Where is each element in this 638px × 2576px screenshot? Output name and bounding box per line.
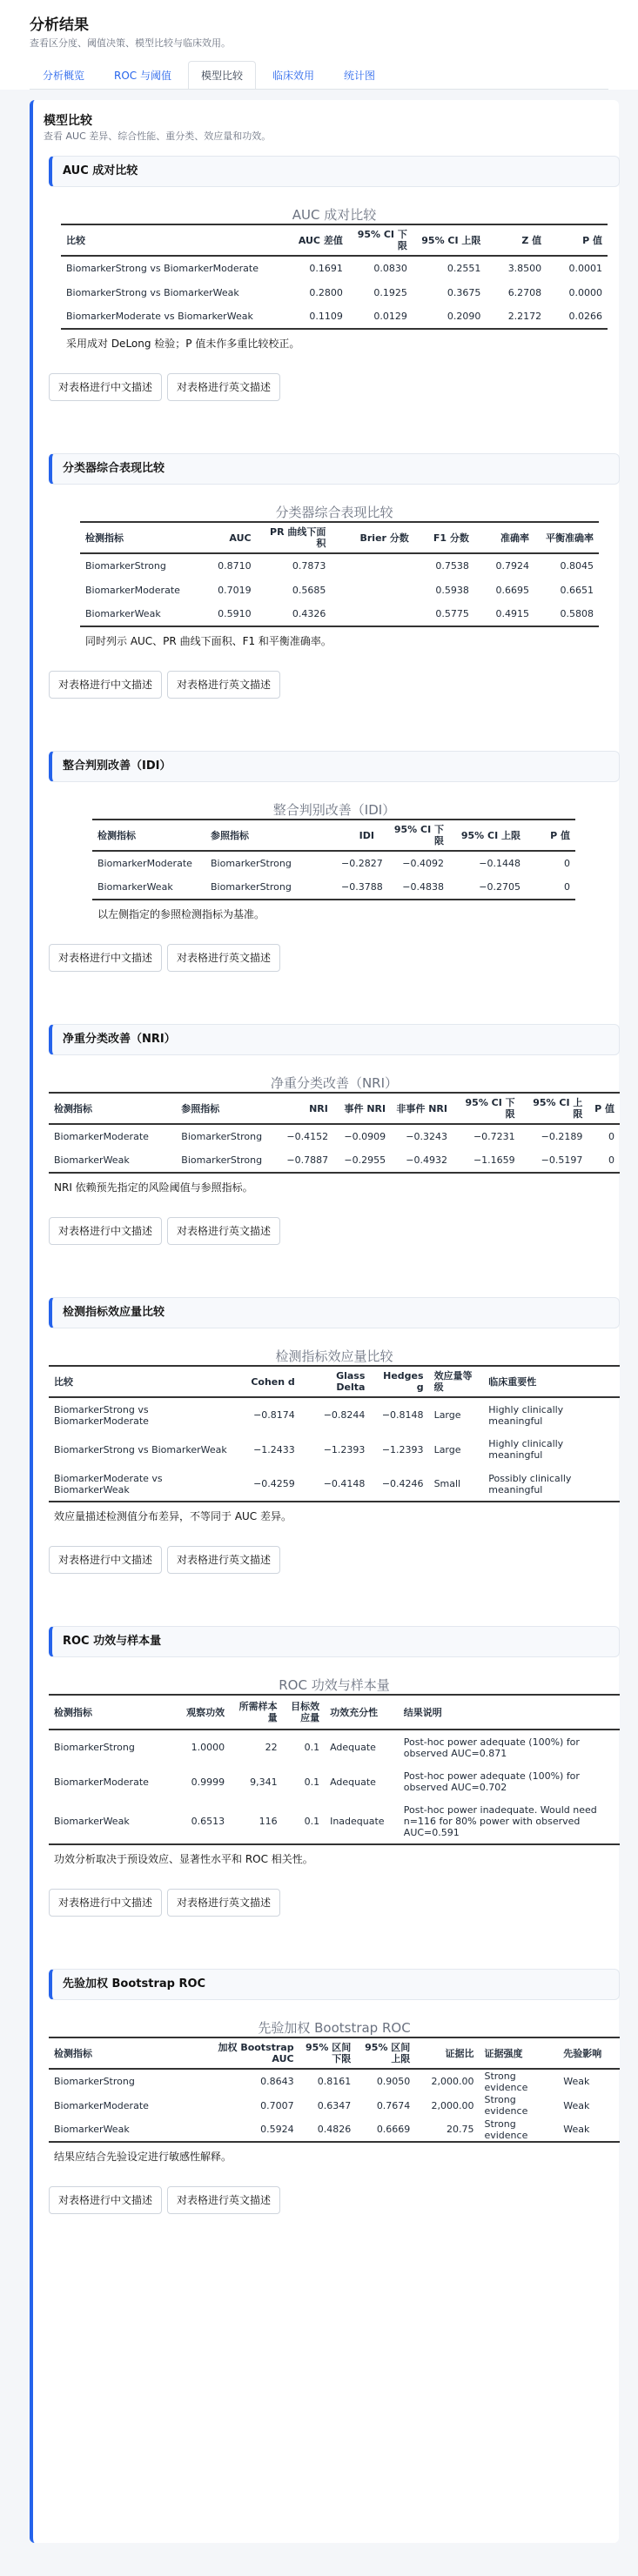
column-header: 95% CI 上限 <box>413 224 487 256</box>
table-cell: 0.0830 <box>373 263 407 274</box>
table-cell: 0 <box>564 858 570 869</box>
table-auc-pairwise <box>61 224 608 330</box>
table-cell: −0.8244 <box>323 1409 366 1421</box>
table-idi <box>92 819 575 900</box>
table-cell: 0.0000 <box>568 286 602 298</box>
table-cell: Adequate <box>330 1776 376 1788</box>
column-header: 检测指标 <box>49 1695 167 1730</box>
model-comparison-panel <box>30 100 619 2543</box>
tab-bar <box>30 61 608 90</box>
describe-chinese-button[interactable]: 对表格进行中文描述 <box>49 671 162 699</box>
table-cell: 0.1925 <box>373 286 407 298</box>
table-cell: −0.2189 <box>541 1131 583 1142</box>
table-cell: 0.9999 <box>191 1776 225 1788</box>
column-header: Glass Delta <box>300 1366 371 1397</box>
table-note: NRI 依赖预先指定的风险阈值与参照指标。 <box>54 1181 253 1194</box>
table-cell: Adequate <box>330 1742 376 1753</box>
table-cell: 0.7538 <box>435 560 469 572</box>
table-cell: BiomarkerModerate vs BiomarkerWeak <box>54 1472 163 1495</box>
table-title: 净重分类改善（NRI） <box>270 1075 399 1091</box>
column-header: 95% 区间下限 <box>299 2037 357 2069</box>
table-cell: BiomarkerStrong <box>54 2076 135 2087</box>
table-cell: 2,000.00 <box>431 2076 474 2087</box>
describe-buttons <box>49 2186 620 2214</box>
table-cell: Possibly clinically meaningful <box>488 1472 572 1495</box>
table-title: 检测指标效应量比较 <box>275 1348 393 1364</box>
tab-charts[interactable]: 统计图 <box>344 70 376 82</box>
column-header: 临床重要性 <box>483 1366 620 1397</box>
column-header: IDI <box>336 820 379 851</box>
table-cell: 0.1 <box>304 1776 320 1788</box>
describe-buttons <box>49 1217 620 1245</box>
column-header: 参照指标 <box>205 820 336 851</box>
table-cell: 0.0129 <box>373 311 407 322</box>
section-classifier-performance <box>49 453 620 699</box>
table-cell: 0.6695 <box>495 584 530 596</box>
column-header: NRI <box>281 1093 332 1124</box>
panel-title: 模型比较 <box>44 114 92 128</box>
table-cell: −0.1448 <box>479 858 520 869</box>
table-cell: −0.2827 <box>341 858 383 869</box>
table-cell: −1.1659 <box>473 1154 515 1166</box>
section-heading: ROC 功效与样本量 <box>49 1626 620 1657</box>
table-note: 效应量描述检测值分布差异，不等同于 AUC 差异。 <box>54 1510 292 1522</box>
table-cell: Large <box>433 1409 461 1421</box>
table-cell: 0 <box>564 881 570 893</box>
column-header: 证据强度 <box>479 2037 558 2069</box>
section-effect-size <box>49 1297 620 1574</box>
table-cell: BiomarkerModerate <box>54 1131 149 1142</box>
table-cell <box>331 602 413 626</box>
table-cell: −0.4152 <box>286 1131 329 1142</box>
table-row <box>92 875 575 900</box>
describe-chinese-button[interactable]: 对表格进行中文描述 <box>49 1546 162 1574</box>
section-bootstrap-roc <box>49 1969 620 2214</box>
table-note: 结果应结合先验设定进行敏感性解释。 <box>54 2151 232 2163</box>
table-cell: 0.9050 <box>376 2076 411 2087</box>
column-header: 加权 Bootstrap AUC <box>198 2037 299 2069</box>
table-bootstrap-roc <box>49 2037 620 2143</box>
table-cell: 0.1691 <box>309 263 343 274</box>
table-cell: BiomarkerStrong vs BiomarkerModerate <box>66 263 259 274</box>
table-cell: 6.2708 <box>507 286 542 298</box>
table-cell: 0.7924 <box>495 560 530 572</box>
table-cell: BiomarkerStrong vs BiomarkerWeak <box>54 1443 227 1455</box>
table-cell: −0.7887 <box>286 1154 329 1166</box>
column-header: 事件 NRI <box>333 1093 391 1124</box>
table-cell: 0.2090 <box>447 311 481 322</box>
table-cell: 0.5808 <box>560 608 594 619</box>
section-nri <box>49 1024 620 1245</box>
column-header: 先验影响 <box>558 2037 620 2069</box>
column-header: Hedges g <box>370 1366 428 1397</box>
table-cell: Highly clinically meaningful <box>488 1403 564 1427</box>
table-cell: −1.2393 <box>381 1443 424 1455</box>
table-row <box>80 553 599 578</box>
table-cell: −0.3788 <box>341 881 383 893</box>
table-cell: BiomarkerStrong vs BiomarkerWeak <box>66 286 239 298</box>
table-cell: BiomarkerStrong <box>181 1154 263 1166</box>
table-cell: Post-hoc power adequate (100%) for observed AUC=0.702 <box>403 1770 580 1793</box>
describe-buttons <box>49 671 620 699</box>
column-header: 结果说明 <box>399 1695 620 1730</box>
table-roc-power <box>49 1694 620 1845</box>
table-row <box>49 2093 620 2118</box>
column-header: AUC 差值 <box>291 224 348 256</box>
table-cell: 0 <box>608 1154 614 1166</box>
column-header: 95% 区间上限 <box>356 2037 415 2069</box>
table-cell: BiomarkerStrong <box>181 1131 263 1142</box>
sections-container <box>38 156 619 2214</box>
column-header: 95% CI 下限 <box>453 1093 520 1124</box>
section-auc-pairwise <box>49 156 620 401</box>
table-cell: BiomarkerWeak <box>54 1154 130 1166</box>
table-cell: 0 <box>608 1131 614 1142</box>
table-title: 整合判别改善（IDI） <box>272 802 396 818</box>
section-heading: AUC 成对比较 <box>49 156 620 187</box>
describe-english-button[interactable]: 对表格进行英文描述 <box>167 1217 280 1245</box>
table-classifier-performance <box>80 521 599 627</box>
table-cell: −0.4259 <box>253 1478 295 1489</box>
table-row <box>80 602 599 626</box>
table-cell: 0.7873 <box>292 560 326 572</box>
table-row <box>49 1730 620 1764</box>
table-cell: −0.3243 <box>406 1131 447 1142</box>
describe-english-button[interactable]: 对表格进行英文描述 <box>167 944 280 972</box>
table-cell: 1.0000 <box>191 1742 225 1753</box>
column-header: Z 值 <box>486 224 547 256</box>
table-row <box>49 1764 620 1799</box>
describe-buttons <box>49 1546 620 1574</box>
column-header: 95% CI 上限 <box>520 1093 588 1124</box>
table-cell: −0.7231 <box>473 1131 515 1142</box>
column-header: 效应量等级 <box>429 1366 484 1397</box>
table-cell: −0.4838 <box>402 881 444 893</box>
table-cell: −0.4148 <box>323 1478 366 1489</box>
tab-model-comparison[interactable]: 模型比较 <box>188 61 256 89</box>
table-row <box>61 280 608 304</box>
table-cell: 0.6651 <box>560 584 594 596</box>
table-cell: 0.5924 <box>260 2124 294 2135</box>
table-row <box>49 1148 620 1173</box>
table-cell: −0.0909 <box>344 1131 386 1142</box>
column-header: P 值 <box>526 820 575 851</box>
table-row <box>80 578 599 602</box>
table-cell: −0.4932 <box>406 1154 447 1166</box>
table-title: AUC 成对比较 <box>292 207 377 223</box>
table-row <box>61 304 608 329</box>
column-header: 比较 <box>61 224 291 256</box>
table-cell: 9,341 <box>250 1776 278 1788</box>
column-header: 检测指标 <box>49 1093 176 1124</box>
column-header: 比较 <box>49 1366 244 1397</box>
column-header: 95% CI 下限 <box>379 820 449 851</box>
table-title: ROC 功效与样本量 <box>279 1677 390 1693</box>
table-cell: 0.8045 <box>560 560 594 572</box>
table-cell: BiomarkerModerate <box>85 584 180 596</box>
table-cell: −0.8148 <box>381 1409 424 1421</box>
column-header: AUC <box>203 522 257 553</box>
describe-buttons <box>49 1889 620 1917</box>
table-cell: Highly clinically meaningful <box>488 1438 564 1461</box>
describe-buttons <box>49 944 620 972</box>
table-cell: Weak <box>563 2076 590 2087</box>
table-cell: 0.2800 <box>309 286 343 298</box>
table-row <box>92 851 575 875</box>
table-cell: 22 <box>265 1742 278 1753</box>
page-header <box>0 0 638 90</box>
table-cell: BiomarkerStrong <box>211 881 292 893</box>
table-cell <box>331 553 413 578</box>
column-header: P 值 <box>547 224 608 256</box>
table-cell: 0.8643 <box>260 2076 294 2087</box>
table-cell: 0.0266 <box>568 311 602 322</box>
describe-chinese-button[interactable]: 对表格进行中文描述 <box>49 944 162 972</box>
table-cell: 0.8710 <box>218 560 252 572</box>
table-title: 先验加权 Bootstrap ROC <box>258 2020 411 2036</box>
table-cell: BiomarkerWeak <box>97 881 173 893</box>
table-row <box>49 1124 620 1148</box>
table-cell: 0.5775 <box>435 608 469 619</box>
table-cell: 0.1 <box>304 1816 320 1827</box>
table-title: 分类器综合表现比较 <box>275 505 393 520</box>
table-cell: Weak <box>563 2099 590 2111</box>
table-cell: 0.4326 <box>292 608 326 619</box>
column-header: 检测指标 <box>92 820 205 851</box>
table-cell: BiomarkerModerate <box>97 858 192 869</box>
table-cell: BiomarkerStrong <box>54 1742 135 1753</box>
table-cell: BiomarkerModerate vs BiomarkerWeak <box>66 311 253 322</box>
tab-clinical-utility[interactable]: 临床效用 <box>272 70 315 82</box>
page-subtitle: 查看区分度、阈值决策、模型比较与临床效用。 <box>30 37 231 49</box>
tab-roc-threshold[interactable]: ROC 与阈值 <box>114 70 171 82</box>
table-nri <box>49 1092 620 1174</box>
column-header: 参照指标 <box>176 1093 281 1124</box>
table-cell: 0.7674 <box>376 2099 411 2111</box>
column-header: P 值 <box>588 1093 620 1124</box>
section-heading: 整合判别改善（IDI） <box>49 751 620 782</box>
table-cell: BiomarkerWeak <box>85 608 161 619</box>
table-cell: 0.6513 <box>191 1816 225 1827</box>
table-cell: Strong evidence <box>484 2070 528 2093</box>
table-cell: 116 <box>259 1816 278 1827</box>
table-note: 功效分析取决于预设效应、显著性水平和 ROC 相关性。 <box>54 1853 313 1865</box>
tab-overview[interactable]: 分析概览 <box>43 70 85 82</box>
table-cell: −1.2433 <box>253 1443 295 1455</box>
table-row <box>61 256 608 280</box>
table-cell: 0.5685 <box>292 584 326 596</box>
describe-chinese-button[interactable]: 对表格进行中文描述 <box>49 2186 162 2214</box>
table-cell: 0.6347 <box>317 2099 352 2111</box>
table-cell: Weak <box>563 2124 590 2135</box>
table-cell: BiomarkerWeak <box>54 1816 130 1827</box>
table-cell: BiomarkerModerate <box>54 1776 149 1788</box>
describe-english-button[interactable]: 对表格进行英文描述 <box>167 671 280 699</box>
column-header: 所需样本量 <box>230 1695 283 1730</box>
table-cell: 0.6669 <box>376 2124 411 2135</box>
column-header: 95% CI 上限 <box>449 820 526 851</box>
column-header: F1 分数 <box>414 522 474 553</box>
table-cell: BiomarkerModerate <box>54 2099 149 2111</box>
column-header: 准确率 <box>474 522 534 553</box>
table-cell: Inadequate <box>330 1816 385 1827</box>
table-cell: 0.4915 <box>495 608 530 619</box>
describe-english-button[interactable]: 对表格进行英文描述 <box>167 373 280 401</box>
column-header: 平衡准确率 <box>534 522 599 553</box>
table-cell: Post-hoc power adequate (100%) for observed AUC=0.871 <box>403 1736 580 1759</box>
describe-english-button[interactable]: 对表格进行英文描述 <box>167 1889 280 1917</box>
table-effect-size <box>49 1365 620 1502</box>
table-cell: 3.8500 <box>507 263 542 274</box>
table-row <box>49 1432 620 1467</box>
column-header: 目标效应量 <box>283 1695 325 1730</box>
column-header: 非事件 NRI <box>391 1093 453 1124</box>
table-cell: −0.4092 <box>402 858 444 869</box>
describe-english-button[interactable]: 对表格进行英文描述 <box>167 1546 280 1574</box>
table-cell: 2.2172 <box>507 311 542 322</box>
column-header: 观察功效 <box>167 1695 231 1730</box>
table-row <box>49 1397 620 1432</box>
table-cell: BiomarkerWeak <box>54 2124 130 2135</box>
table-row <box>49 2069 620 2093</box>
section-roc-power <box>49 1626 620 1917</box>
table-cell: Strong evidence <box>484 2118 528 2141</box>
table-row <box>49 1467 620 1502</box>
table-cell: Small <box>433 1478 461 1489</box>
column-header: 95% CI 下限 <box>348 224 413 256</box>
table-cell: −0.2705 <box>479 881 520 893</box>
section-heading: 检测指标效应量比较 <box>49 1297 620 1328</box>
table-cell: BiomarkerStrong <box>211 858 292 869</box>
section-heading: 分类器综合表现比较 <box>49 453 620 485</box>
table-cell: Post-hoc power inadequate. Would need n=116 for 80% power with observed AUC=0.591 <box>403 1804 597 1838</box>
column-header: Brier 分数 <box>331 522 413 553</box>
table-cell: 0.0001 <box>568 263 602 274</box>
describe-chinese-button[interactable]: 对表格进行中文描述 <box>49 1217 162 1245</box>
table-note: 同时列示 AUC、PR 曲线下面积、F1 和平衡准确率。 <box>85 635 332 647</box>
table-note: 以左侧指定的参照检测指标为基准。 <box>97 908 265 920</box>
table-row <box>49 1799 620 1844</box>
table-cell: 0.7007 <box>260 2099 294 2111</box>
table-cell: 0.4826 <box>317 2124 352 2135</box>
table-cell: BiomarkerStrong <box>85 560 166 572</box>
table-row <box>49 2118 620 2142</box>
table-cell: −0.2955 <box>344 1154 386 1166</box>
table-cell: 0.5910 <box>218 608 252 619</box>
panel-subtitle: 查看 AUC 差异、综合性能、重分类、效应量和功效。 <box>44 130 272 142</box>
table-cell: −1.2393 <box>323 1443 366 1455</box>
table-cell: −0.5197 <box>541 1154 583 1166</box>
describe-chinese-button[interactable]: 对表格进行中文描述 <box>49 373 162 401</box>
column-header: Cohen d <box>244 1366 300 1397</box>
column-header: 检测指标 <box>49 2037 198 2069</box>
section-idi <box>49 751 620 972</box>
table-cell: 0.1 <box>304 1742 320 1753</box>
column-header: PR 曲线下面积 <box>257 522 332 553</box>
page-title: 分析结果 <box>30 17 89 34</box>
table-cell: 20.75 <box>446 2124 474 2135</box>
table-cell: 2,000.00 <box>431 2099 474 2111</box>
column-header: 功效充分性 <box>325 1695 399 1730</box>
table-note: 采用成对 DeLong 检验；P 值未作多重比较校正。 <box>66 338 300 350</box>
section-heading: 先验加权 Bootstrap ROC <box>49 1969 620 2000</box>
describe-buttons <box>49 373 620 401</box>
table-cell: 0.3675 <box>447 286 481 298</box>
table-cell: Large <box>433 1443 461 1455</box>
describe-english-button[interactable]: 对表格进行英文描述 <box>167 2186 280 2214</box>
table-cell: −0.4246 <box>381 1478 424 1489</box>
table-cell: Strong evidence <box>484 2094 528 2117</box>
section-heading: 净重分类改善（NRI） <box>49 1024 620 1055</box>
table-cell <box>331 578 413 602</box>
column-header: 证据比 <box>415 2037 479 2069</box>
table-cell: 0.7019 <box>218 584 252 596</box>
table-cell: 0.1109 <box>309 311 343 322</box>
table-cell: −0.8174 <box>253 1409 295 1421</box>
table-cell: 0.8161 <box>317 2076 352 2087</box>
describe-chinese-button[interactable]: 对表格进行中文描述 <box>49 1889 162 1917</box>
column-header: 检测指标 <box>80 522 203 553</box>
table-cell: 0.2551 <box>447 263 481 274</box>
table-cell: 0.5938 <box>435 584 469 596</box>
table-cell: BiomarkerStrong vs BiomarkerModerate <box>54 1403 149 1427</box>
